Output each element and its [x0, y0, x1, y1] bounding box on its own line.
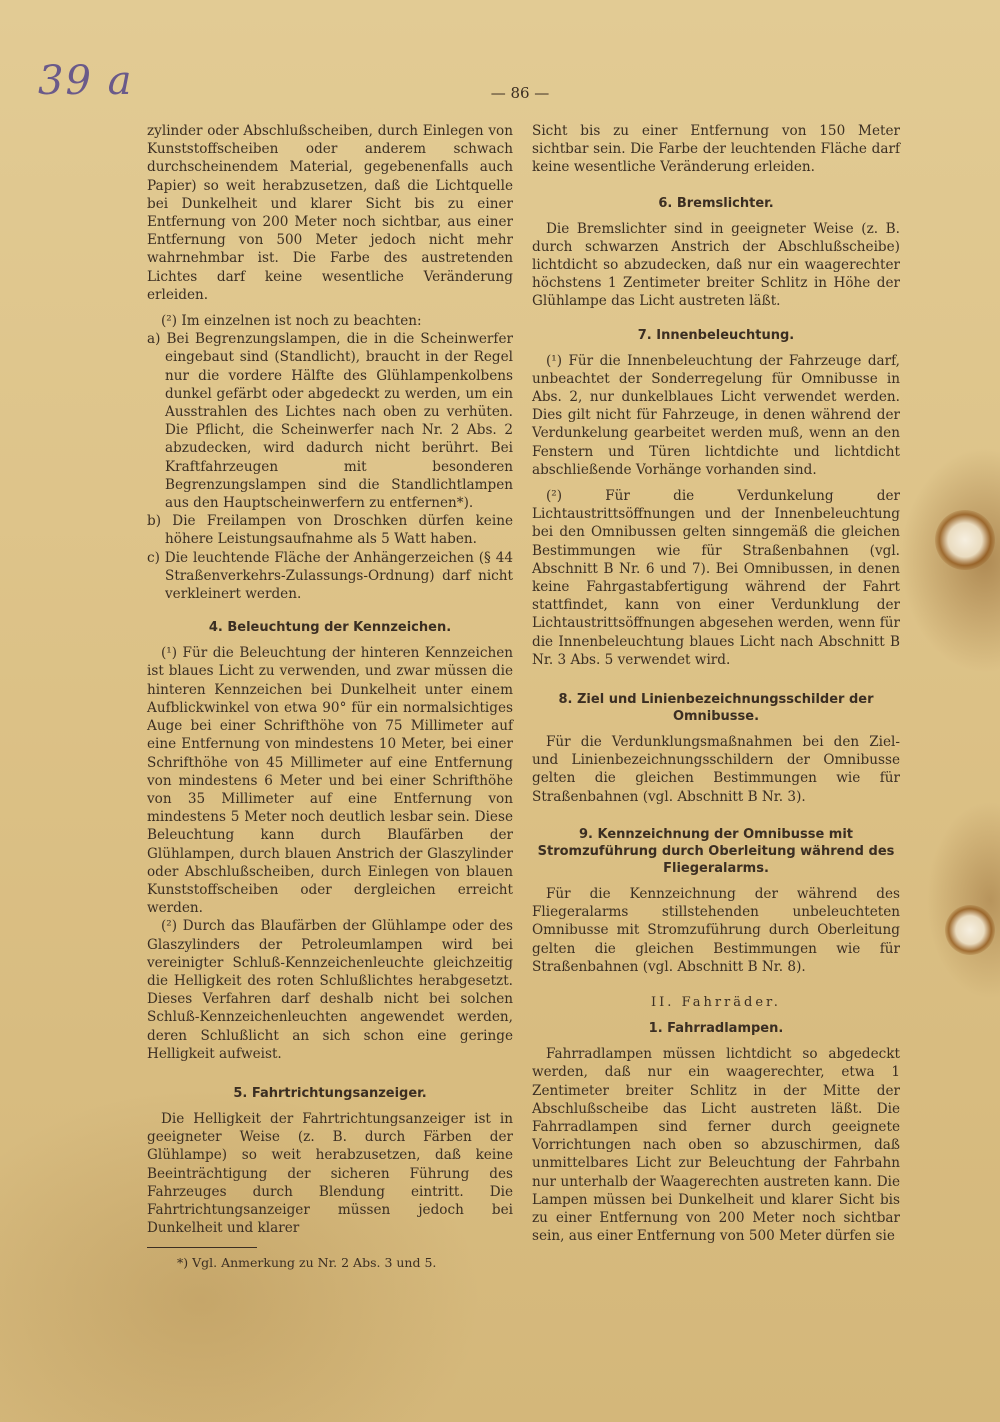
paragraph: Die Helligkeit der Fahrtrichtungsanzeiger ist in geeigneter Weise (z. B. durch Färben der Glühlampe) so weit herabzusetzen, daß keine Beeinträchtigung der sicheren Führung des Fahrzeuges durch Blendung eintritt. Die Fahrtrichtungsanzeiger müssen jedoch bei Dunkelheit und klarer	[147, 1110, 513, 1237]
paragraph: Fahrradlampen müssen lichtdicht so abgedeckt werden, daß nur ein waagerechter, etwa 1 Zentimeter breiter Schlitz in der Mitte der Abschlußscheibe das Licht austreten läßt. Die Fahrradlampen sind ferner durch geeignete Vorrichtungen nach oben so abzuschirmen, daß unmittelbares Licht zur Beleuchtung der Fahrbahn nur unterhalb der Waagerechten austreten kann. Die Lampen müssen bei Dunkelheit und klarer Sicht bis zu einer Entfernung von 200 Meter noch sichtbar sein, aus einer Entfernung von 500 Meter dürfen sie	[532, 1046, 900, 1245]
list-item: b) Die Freilampen von Droschken dürfen keine höhere Leistungsaufnahme als 5 Watt haben.	[147, 513, 513, 548]
section-heading: 5. Fahrtrichtungsanzeiger.	[233, 1085, 427, 1101]
handwritten-annotation: 39 a	[38, 58, 134, 104]
page-number: — 86 —	[490, 84, 550, 102]
section-heading: 7. Innenbeleuchtung.	[637, 327, 795, 343]
paragraph: zylinder oder Abschlußscheiben, durch Einlegen von Kunststoffscheiben oder anderem schwach durchscheinendem Material, gegebenenfalls auch Papier) so weit herabzusetzen, daß die Lichtquelle bei Dunkelheit und klarer Sicht bis zu einer Entfernung von 200 Meter noch sichtbar, aus einer Entfernung von 500 Meter jedoch nicht mehr wahrnehmbar ist. Die Farbe des austretenden Lichtes darf keine wesentliche Veränderung erleiden.	[147, 123, 513, 303]
right-column	[532, 122, 900, 1245]
section-heading: 1. Fahrradlampen.	[648, 1021, 784, 1037]
paragraph: (¹) Für die Beleuchtung der hinteren Kennzeichen ist blaues Licht zu verwenden, und zwar müssen die hinteren Kennzeichen bei Dunkelheit unter einem Aufblickwinkel von etwa 90° für ein normalsichtiges Auge bei einer Schrifthöhe von 75 Millimeter auf eine Entfernung von mindestens 10 Meter, bei einer Schrifthöhe von 45 Millimeter auf eine Entfernung von mindestens 6 Meter und bei einer Schrifthöhe von 35 Millimeter auf eine Entfernung von mindestens 5 Meter noch deutlich lesbar sein. Diese Beleuchtung kann durch Blaufärben der Glühlampen, durch blauen Anstrich der Glaszylinder oder Abschlußscheiben, durch Einlegen von blauen Kunststoffscheiben oder dergleichen erreicht werden.	[147, 645, 513, 917]
paragraph: Sicht bis zu einer Entfernung von 150 Meter sichtbar sein. Die Farbe der leuchtenden Fläche darf keine wesentliche Veränderung erleiden.	[532, 123, 900, 176]
paragraph: Für die Kennzeichnung der während des Fliegeralarms stillstehenden unbeleuchteten Omnibusse mit Stromzuführung durch Oberleitung gelten die gleichen Bestimmungen wie für Straßenbahnen (vgl. Abschnitt B Nr. 8).	[532, 885, 900, 975]
burn-hole	[935, 510, 995, 570]
paragraph: (²) Im einzelnen ist noch zu beachten:	[161, 313, 422, 330]
paragraph: Die Bremslichter sind in geeigneter Weise (z. B. durch schwarzen Anstrich der Abschlußscheibe) lichtdicht so abzudecken, daß nur ein waagerechter höchstens 1 Zentimeter breiter Schlitz in Höhe der Glühlampe das Licht austreten läßt.	[532, 220, 900, 310]
paragraph: Für die Verdunklungsmaßnahmen bei den Ziel- und Linienbezeichnungsschildern der Omnibusse gelten die gleichen Bestimmungen wie für Straßenbahnen (vgl. Abschnitt B Nr. 3).	[532, 734, 900, 805]
footnote-rule	[147, 1247, 257, 1248]
section-heading: 4. Beleuchtung der Kennzeichen.	[208, 620, 452, 636]
burn-hole	[945, 905, 995, 955]
section-heading: 6. Bremslichter.	[658, 195, 774, 211]
section-heading: 8. Ziel und Linienbezeichnungsschilder der Omnibusse.	[558, 692, 874, 725]
list-item: a) Bei Begrenzungslampen, die in die Scheinwerfer eingebaut sind (Standlicht), braucht in der Regel nur die vordere Hälfte des Glühlampenkolbens dunkel gefärbt oder abgedeckt zu werden, um ein Ausstrahlen des Lichtes nach oben zu verhüten. Die Pflicht, die Scheinwerfer nach Nr. 2 Abs. 2 abzudecken, wird dadurch nicht berührt. Bei Kraftfahrzeugen mit besonderen Begrenzungslampen sind die Standlichtlampen aus den Hauptscheinwerfern zu entfernen*).	[147, 331, 513, 512]
part-heading: II. Fahrräder.	[651, 994, 781, 1010]
section-heading: 9. Kennzeichnung der Omnibusse mit Stromzuführung durch Oberleitung während des Fliegeralarms.	[537, 826, 895, 876]
paragraph: (²) Für die Verdunkelung der Lichtaustrittsöffnungen und der Innenbeleuchtung bei den Omnibussen gelten sinngemäß die gleichen Bestimmungen wie für Straßenbahnen (vgl. Abschnitt B Nr. 6 und 7). Bei Omnibussen, in denen keine Fahrgastabfertigung während der Fahrt stattfindet, kann von einer Verdunklung der Lichtaustrittsöffnungen abgesehen werden, wenn für die Innenbeleuchtung blaues Licht nach Abschnitt B Nr. 3 Abs. 5 verwendet wird.	[532, 488, 900, 668]
left-column	[147, 122, 513, 1273]
list-item: c) Die leuchtende Fläche der Anhängerzeichen (§ 44 Straßenverkehrs-Zulassungs-Ordnung) darf nicht verkleinert werden.	[147, 549, 513, 603]
footnote: *) Vgl. Anmerkung zu Nr. 2 Abs. 3 und 5.	[177, 1255, 437, 1271]
paragraph: (¹) Für die Innenbeleuchtung der Fahrzeuge darf, unbeachtet der Sonderregelung für Omnibusse in Abs. 2, nur dunkelblaues Licht verwendet werden. Dies gilt nicht für Fahrzeuge, in denen während der Verdunkelung gearbeitet werden muß, wenn an den Fenstern und Türen lichtdichte und lichtdicht abschließende Vorhänge vorhanden sind.	[532, 352, 900, 478]
paragraph: (²) Durch das Blaufärben der Glühlampe oder des Glaszylinders der Petroleumlampen wird bei vereinigter Schluß-Kennzeichenleuchte gleichzeitig die Helligkeit des roten Schlußlichtes herabgesetzt. Dieses Verfahren darf deshalb nicht bei solchen Schluß-Kennzeichenleuchten angewendet werden, deren Schlußlicht an sich schon eine geringe Helligkeit aufweist.	[147, 918, 513, 1062]
